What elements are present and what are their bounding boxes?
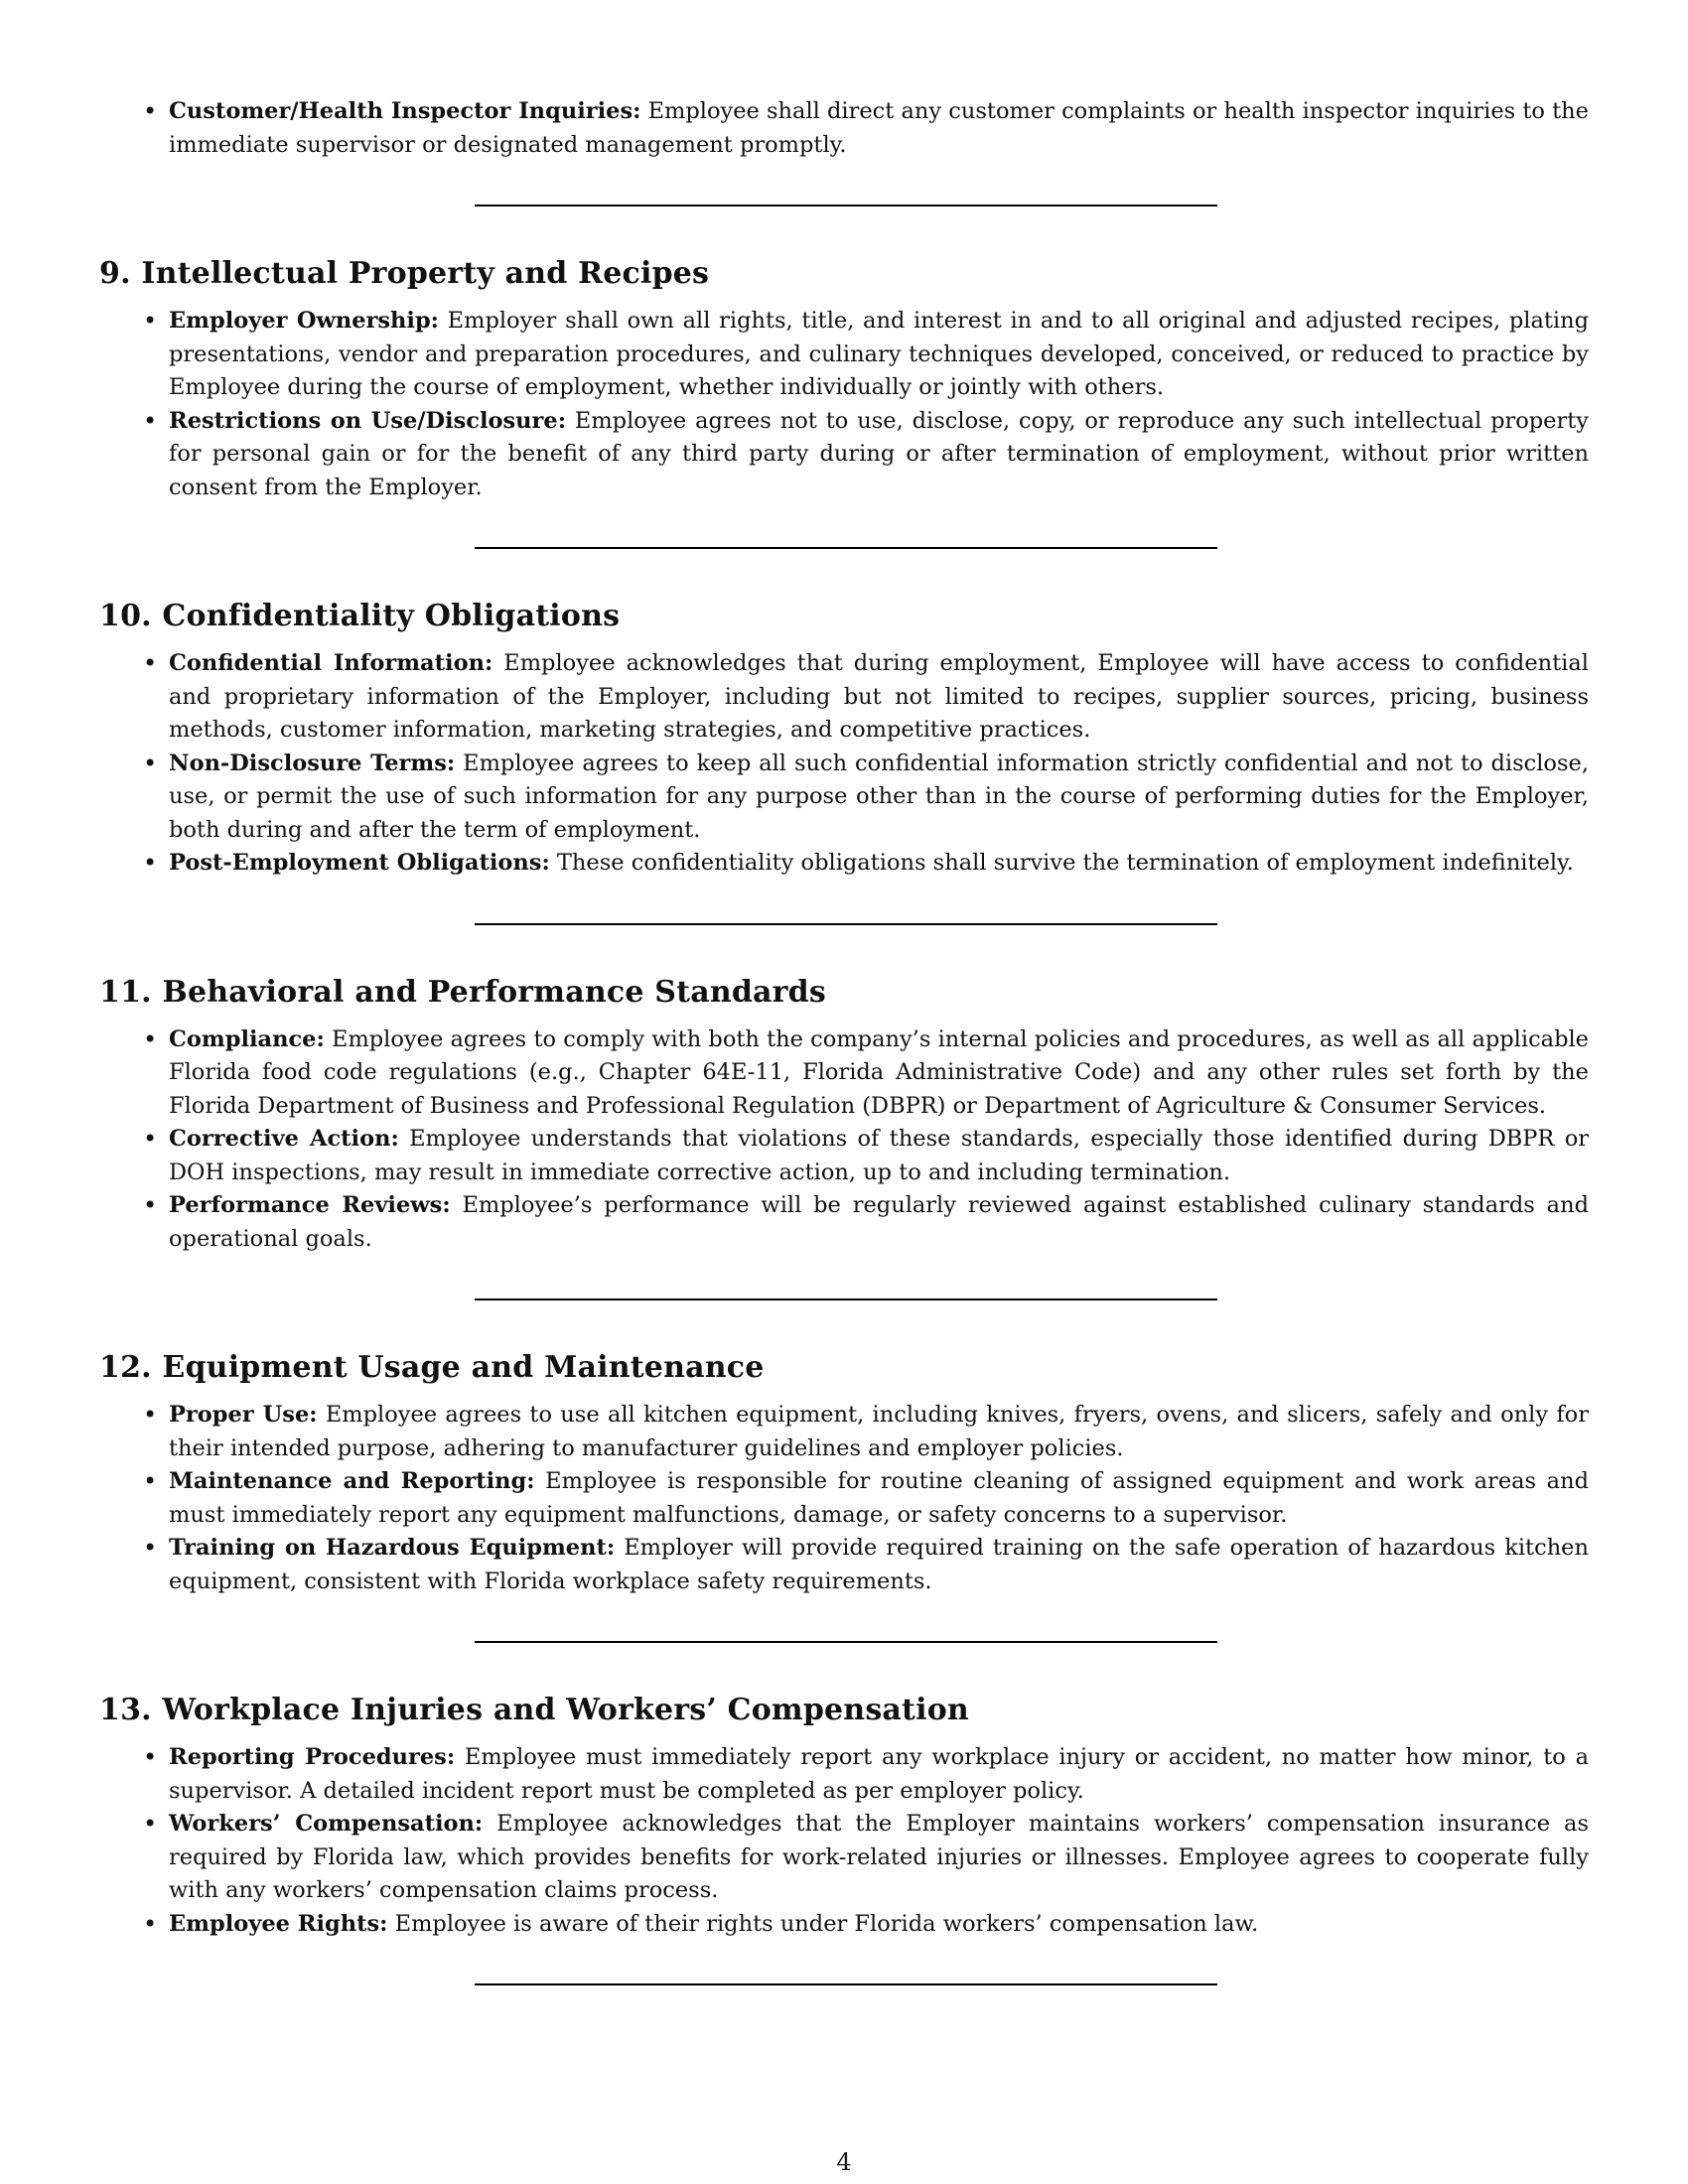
list-item (99, 847, 1589, 881)
section-divider (475, 1983, 1217, 1985)
item-text: Employee agrees to use all kitchen equipment, including knives, fryers, ovens, and slicers, safely and only for their intended purpose, adhering to manufacturer guidelines and employer policies. (169, 1402, 1589, 1461)
section-heading: 11. Behavioral and Performance Standards (99, 974, 826, 1010)
item-label: Maintenance and Reporting: (169, 1468, 535, 1494)
section-10 (99, 599, 1589, 881)
item-text: These confidentiality obligations shall survive the termination of employment indefinitely. (549, 850, 1574, 876)
item-text: Employee is responsible for routine cleaning of assigned equipment and work areas and must immediately report any equipment malfunctions, damage, or safety concerns to a supervisor. (169, 1468, 1589, 1528)
section-list (99, 305, 1589, 504)
list-item (99, 647, 1589, 748)
item-text: Employer will provide required training on the safe operation of hazardous kitchen equipment, consistent with Florida workplace safety requirements. (169, 1535, 1589, 1594)
section-divider (475, 547, 1217, 549)
list-item (99, 748, 1589, 848)
item-label: Corrective Action: (169, 1126, 399, 1152)
item-label: Employer Ownership: (169, 308, 439, 334)
list-item (99, 1808, 1589, 1908)
item-label: Confidential Information: (169, 650, 493, 676)
section-heading: 13. Workplace Injuries and Workers’ Compensation (99, 1693, 969, 1727)
page-number: 4 (836, 2148, 852, 2176)
item-label: Customer/Health Inspector Inquiries: (169, 98, 641, 124)
item-text: Employee must immediately report any workplace injury or accident, no matter how minor, to a supervisor. A detailed incident report must be completed as per employer policy. (169, 1744, 1589, 1804)
item-text: Employee understands that violations of these standards, especially those identified during DBPR or DOH inspections, may result in immediate corrective action, up to and including termination. (169, 1126, 1590, 1185)
section-13 (99, 1693, 1589, 1941)
section-divider (475, 1641, 1217, 1643)
item-text: Employee agrees to keep all such confidential information strictly confidential and not to disclose, use, or permit the use of such information for any purpose other than in the course of performing duties for the Employer, both during and after the term of employment. (169, 750, 1589, 843)
section-heading: 9. Intellectual Property and Recipes (99, 256, 710, 291)
section-heading: 12. Equipment Usage and Maintenance (99, 1350, 765, 1385)
document-page (99, 95, 1589, 1985)
section-9 (99, 256, 1589, 504)
item-text: Employee agrees not to use, disclose, copy, or reproduce any such intellectual property for personal gain or for the benefit of any third party during or after termination of employment, without prior written consent from the Employer. (169, 407, 1589, 500)
item-text: Employee is aware of their rights under Florida workers’ compensation law. (387, 1910, 1259, 1937)
list-item (99, 1399, 1589, 1465)
item-label: Employee Rights: (169, 1910, 388, 1937)
intro-list (99, 95, 1589, 162)
section-heading: 10. Confidentiality Obligations (99, 599, 621, 633)
item-label: Compliance: (169, 1025, 325, 1052)
list-item (99, 305, 1589, 405)
item-label: Reporting Procedures: (169, 1744, 456, 1770)
list-item (99, 1024, 1589, 1124)
section-12 (99, 1350, 1589, 1598)
section-list (99, 647, 1589, 881)
section-list (99, 1024, 1589, 1257)
item-label: Restrictions on Use/Disclosure: (169, 407, 567, 434)
list-item (99, 1532, 1589, 1598)
item-text: Employee’s performance will be regularly reviewed against established culinary standards and operational goals. (169, 1192, 1589, 1252)
list-item (99, 1123, 1589, 1189)
list-item (99, 95, 1589, 162)
item-label: Proper Use: (169, 1402, 318, 1428)
item-text: Employee agrees to comply with both the company’s internal policies and procedures, as well as all applicable Florida food code regulations (e.g., Chapter 64E-11, Florida Administrative Code) and any other rules set forth by the Florida Department of Business and Professional Regulation (DBPR) or Department of Agriculture & Consumer Services. (169, 1025, 1589, 1119)
list-item (99, 1741, 1589, 1808)
list-item (99, 1189, 1589, 1256)
section-list (99, 1741, 1589, 1941)
item-text: Employee acknowledges that the Employer maintains workers’ compensation insurance as required by Florida law, which provides benefits for work-related injuries or illnesses. Employee agrees to cooperate fully with any workers’ compensation claims process. (169, 1811, 1589, 1903)
section-list (99, 1399, 1589, 1598)
item-text: Employer shall own all rights, title, and interest in and to all original and adjusted recipes, plating presentations, vendor and preparation procedures, and culinary techniques developed, conceived, or reduced to practice by Employee during the course of employment, whether individually or jointly with others. (169, 308, 1589, 400)
section-divider (475, 923, 1217, 925)
item-label: Performance Reviews: (169, 1192, 451, 1218)
list-item (99, 1465, 1589, 1532)
item-text: Employee acknowledges that during employment, Employee will have access to confidential and proprietary information of the Employer, including but not limited to recipes, supplier sources, pricing, business methods, customer information, marketing strategies, and competitive practices. (169, 650, 1589, 743)
list-item (99, 405, 1589, 505)
item-label: Workers’ Compensation: (169, 1811, 484, 1837)
section-divider (475, 205, 1217, 206)
item-label: Post-Employment Obligations: (169, 850, 550, 876)
item-label: Training on Hazardous Equipment: (169, 1535, 616, 1561)
section-11 (99, 975, 1589, 1257)
item-text: Employee shall direct any customer complaints or health inspector inquiries to the immediate supervisor or designated management promptly. (169, 98, 1589, 158)
section-divider (475, 1298, 1217, 1300)
list-item (99, 1908, 1589, 1942)
item-label: Non-Disclosure Terms: (169, 750, 456, 776)
